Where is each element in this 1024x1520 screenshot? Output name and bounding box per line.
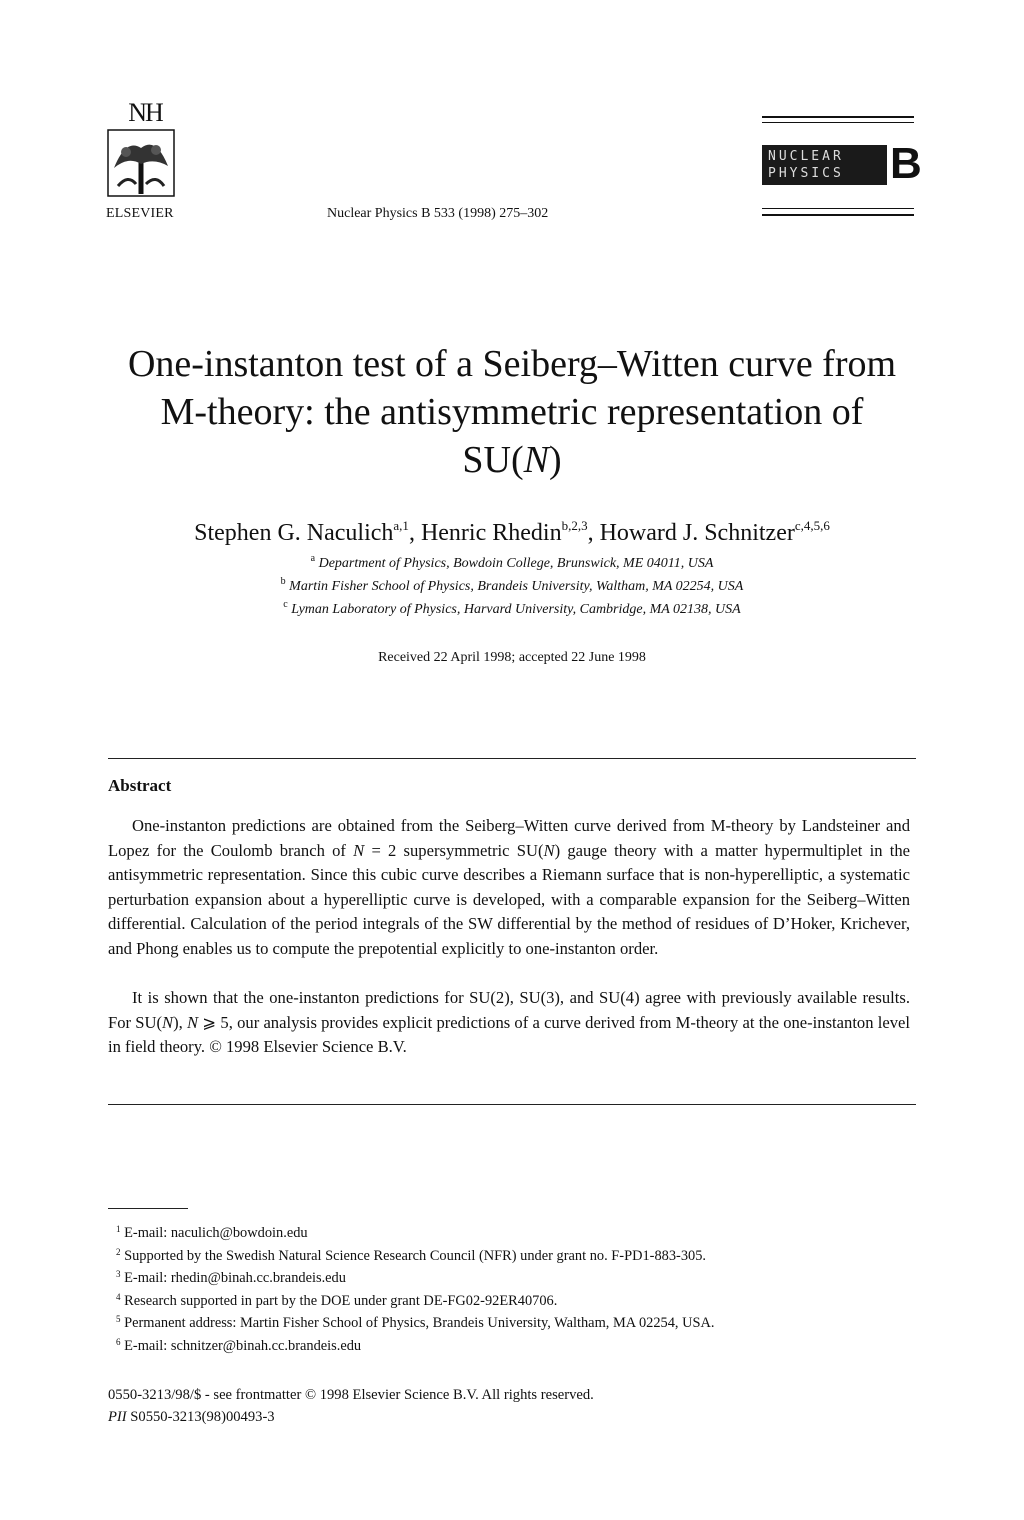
footnote: $^4$ Research supported in part by the DOE under grant DE-FG02-92ER40706. xyxy=(116,1291,558,1309)
divider xyxy=(108,758,916,759)
journal-logo-letter: B xyxy=(890,139,922,188)
journal-logo-line-1: NUCLEAR xyxy=(768,149,844,164)
footnote: $^1$ E-mail: naculich@bowdoin.edu xyxy=(116,1224,308,1241)
pii-value: S0550-3213(98)00493-3 xyxy=(130,1409,275,1425)
paper-title xyxy=(100,340,924,484)
affiliation xyxy=(100,554,924,573)
abstract-paragraph-2: It is shown that the one-instanton predictions for SU(2), SU(3), and SU(4) agree with previously available results. For SU(N), N ⩾ 5, our analysis provides explicit predictions of a curve derived from M-theory at the one-instanton level in field theory. © 1998 Elsevier Science B.V. xyxy=(108,988,910,1056)
footnote: $^6$ E-mail: schnitzer@binah.cc.brandeis.edu xyxy=(116,1336,362,1354)
footnote: $^2$ Supported by the Swedish Natural Science Research Council (NFR) under grant no. F-PD1-883-305. xyxy=(116,1246,707,1264)
author-list: Stephen G. Naculich$^{a,1}$, Henric Rhedin$^{b,2,3}$, Howard J. Schnitzer$^{c,4,5,6}$ xyxy=(194,518,830,546)
received-dates: Received 22 April 1998; accepted 22 June 1998 xyxy=(378,650,646,665)
affiliation-text: Department of Physics, Bowdoin College, Brunswick, ME 04011, USA xyxy=(318,556,714,571)
author-name: Henric Rhedin xyxy=(420,520,562,546)
affiliation-mark: b xyxy=(280,576,286,587)
copyright-block xyxy=(108,1384,594,1428)
journal-logo-line-2: PHYSICS xyxy=(768,166,844,181)
journal-logo-box xyxy=(762,145,887,185)
pii-label: PII xyxy=(108,1409,127,1425)
affiliation-text: Martin Fisher School of Physics, Brandeis University, Waltham, MA 02254, USA xyxy=(289,579,744,594)
journal-reference: Nuclear Physics B 533 (1998) 275–302 xyxy=(327,206,549,221)
journal-logo xyxy=(762,112,922,222)
author-name: Howard J. Schnitzer xyxy=(599,520,795,546)
author-marks: b,2,3 xyxy=(561,518,588,533)
publisher-logo xyxy=(100,100,200,198)
affiliation xyxy=(100,600,924,619)
author-marks: c,4,5,6 xyxy=(794,518,830,533)
affiliation-mark: c xyxy=(283,599,288,610)
publisher-name: ELSEVIER xyxy=(106,206,174,221)
title-line-2: M-theory: the antisymmetric representation of xyxy=(160,391,864,433)
nh-monogram: NH xyxy=(128,98,162,127)
footnote: $^3$ E-mail: rhedin@binah.cc.brandeis.edu xyxy=(116,1269,346,1287)
copyright-line: 0550-3213/98/$ - see frontmatter © 1998 Elsevier Science B.V. All rights reserved. xyxy=(108,1387,594,1403)
elsevier-tree-icon xyxy=(106,128,176,198)
math-variable: N xyxy=(523,439,549,481)
title-line-1: One-instanton test of a Seiberg–Witten curve from xyxy=(127,343,897,385)
affiliation-text: Lyman Laboratory of Physics, Harvard University, Cambridge, MA 02138, USA xyxy=(291,602,741,617)
affiliation xyxy=(100,577,924,596)
author-marks: a,1 xyxy=(393,518,409,533)
divider xyxy=(108,1104,916,1105)
title-line-3: SU(N) xyxy=(462,439,562,481)
author-name: Stephen G. Naculich xyxy=(194,520,394,546)
footnote: $^5$ Permanent address: Martin Fisher School of Physics, Brandeis University, Waltham, MA 02254, USA. xyxy=(116,1314,715,1332)
affiliation-mark: a xyxy=(310,553,316,564)
abstract-heading: Abstract xyxy=(108,776,172,795)
footnote-rule xyxy=(108,1208,188,1209)
footnotes xyxy=(116,1222,916,1358)
abstract-paragraph-1: One-instanton predictions are obtained from the Seiberg–Witten curve derived from M-theory by Landsteiner and Lopez for the Coulomb branch of N = 2 supersymmetric SU(N) gauge theory with a matter hypermultiplet in the antisymmetric representation. Since this cubic curve describes a Riemann surface that is non-hyperelliptic, a systematic perturbation expansion about a hyperelliptic curve is developed, with a comparable expansion for the Seiberg–Witten differential. Calculation of the period integrals of the SW differential by the method of residues of D’Hoker, Krichever, and Phong enables us to compute the prepotential explicitly to one-instanton order. xyxy=(108,816,911,958)
pii-line xyxy=(108,1406,594,1428)
